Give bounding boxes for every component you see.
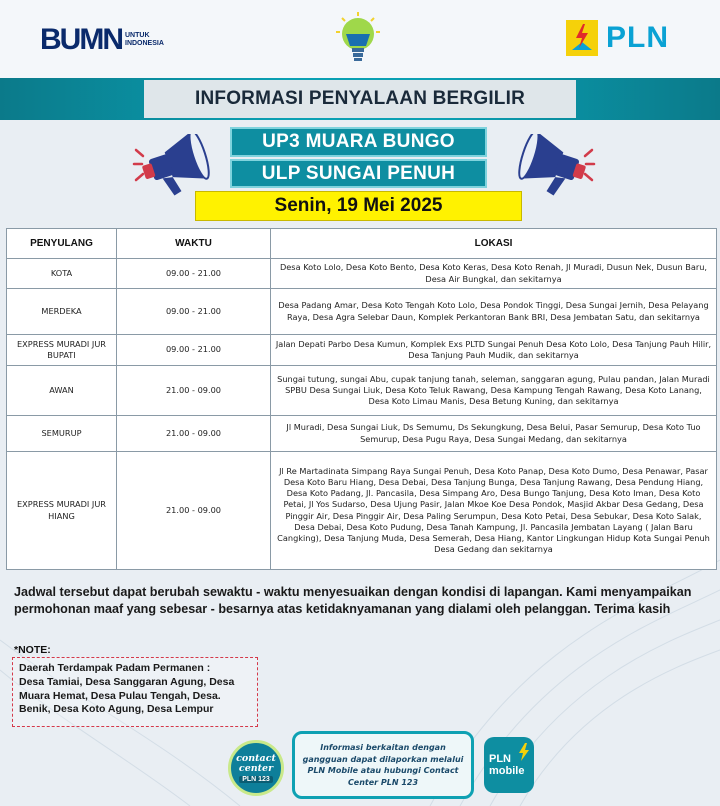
contact-center-line2: center	[238, 762, 274, 774]
location-cell: Sungai tutung, sungai Abu, cupak tanjung tanah, seleman, sanggaran agung, Pulau pandan, Jalan Muradi SPBU Desa Sungai Liuk, Desa Koto Teluk Rawang, Desa Kampung Tengah Rawang, Desa Koto Lanang, Desa Koto Limau Manis, Desa Betung Kuning, dan sekitarnya	[271, 366, 717, 416]
up3-text: UP3 MUARA BUNGO	[262, 131, 455, 152]
schedule-table	[6, 228, 717, 570]
contact-center-line1: contact	[236, 752, 276, 764]
title-panel	[144, 80, 576, 118]
ulp-label	[230, 159, 487, 188]
table-header-row	[7, 229, 717, 259]
time-cell: 21.00 - 09.00	[117, 366, 271, 416]
note-box	[12, 657, 258, 727]
lightbulb-icon	[336, 12, 380, 72]
pln-logo-word: PLN	[606, 21, 669, 54]
header-time: WAKTU	[117, 229, 271, 259]
feeder-cell: AWAN	[7, 366, 117, 416]
info-box	[292, 731, 474, 799]
up3-label	[230, 127, 487, 157]
date-text: Senin, 19 Mei 2025	[274, 195, 443, 216]
header-feeder: PENYULANG	[7, 229, 117, 259]
feeder-cell: SEMURUP	[7, 416, 117, 452]
pln-logo-mark	[566, 20, 598, 56]
location-cell: Desa Koto Lolo, Desa Koto Bento, Desa Koto Keras, Desa Koto Renah, Jl Muradi, Dusun Nek, Dusun Baru, Desa Air Bungkal, dan sekitarnya	[271, 259, 717, 289]
pln-logo	[566, 20, 669, 56]
time-cell: 09.00 - 21.00	[117, 289, 271, 335]
table-row	[7, 259, 717, 289]
contact-center-badge	[228, 740, 284, 796]
header	[0, 0, 720, 78]
disclaimer-text: Jadwal tersebut dapat berubah sewaktu - waktu menyesuaikan dengan kondisi di lapangan. Kami menyampaikan permohonan maaf yang sebesar - besarnya atas ketidaknyamanan yang dialami oleh pelanggan. Terima kasih	[14, 585, 692, 616]
note-body: Desa Tamiai, Desa Sanggaran Agung, Desa Muara Hemat, Desa Pulau Tengah, Desa. Benik, Desa Koto Agung, Desa Lempur	[19, 676, 235, 715]
date-label	[195, 191, 522, 221]
time-cell: 09.00 - 21.00	[117, 335, 271, 366]
location-cell: Jl Muradi, Desa Sungai Liuk, Ds Semumu, Ds Sekungkung, Desa Belui, Pasar Semurup, Desa Koto Tuo Semurup, Desa Pugu Raya, Desa Sungai Medang, dan sekitarnya	[271, 416, 717, 452]
pln-mobile-badge	[484, 737, 534, 793]
bumn-logo	[40, 22, 183, 58]
time-cell: 21.00 - 09.00	[117, 452, 271, 570]
location-cell: Jl Re Martadinata Simpang Raya Sungai Penuh, Desa Koto Panap, Desa Koto Dumo, Desa Penawar, Pasar Desa Koto Baru Hiang, Desa Debai, Desa Tanjung Bunga, Desa Tanjung Rawang, Desa Pendung Hiang, Desa Koto Padang, Jl. Pancasila, Desa Simpang Aro, Desa Bungo Tanjung, Desa Koto Iman, Desa Koto Petai, Jl Yos Sudarso, Desa Ujung Pasir, Jalan Mkoe Koe Desa Pondok, Masjid Akbar Desa Gedang, Desa Pinggir Air, Desa Pinggir Air, Desa Paling Serumpun, Desa Koto Petai, Desa Sebukar, Desa Koto Salak, Desa Debai, Desa Koto Pudung, Desa Tanah Kampung, Jl. Pancasila Jembatan Layang ( Jalan Baru Cangking), Desa Tanjung Muda, Desa Semerah, Desa Hiang, Kantor Lingkungan Hidup Kota Sungai Penuh Desa Gedang dan sekitarnya	[271, 452, 717, 570]
page-title: INFORMASI PENYALAAN BERGILIR	[194, 88, 526, 109]
info-text: Informasi berkaitan dengan gangguan dapat dilaporkan melalui PLN Mobile atau hubungi Contact Center PLN 123	[302, 743, 464, 787]
lightning-icon	[518, 743, 530, 761]
feeder-cell: KOTA	[7, 259, 117, 289]
location-cell: Jalan Depati Parbo Desa Kumun, Komplek Exs PLTD Sungai Penuh Desa Koto Lolo, Desa Tanjung Pauh Hilir, Desa Tanjung Pauh Mudik, dan sekitarnya	[271, 335, 717, 366]
feeder-cell: MERDEKA	[7, 289, 117, 335]
table-row	[7, 335, 717, 366]
contact-center-number: PLN 123	[239, 776, 273, 783]
time-cell: 21.00 - 09.00	[117, 416, 271, 452]
bumn-logo-subtitle: UNTUK INDONESIA	[125, 32, 164, 47]
feeder-cell: EXPRESS MURADI JUR BUPATI	[7, 335, 117, 366]
pln-mobile-line1: PLN	[489, 753, 511, 765]
table-row	[7, 366, 717, 416]
bumn-logo-word: BUMN	[40, 23, 122, 56]
table-row	[7, 452, 717, 570]
note-label: *NOTE:	[14, 644, 51, 656]
note-title: Daerah Terdampak Padam Permanen :	[19, 662, 211, 674]
header-location: LOKASI	[271, 229, 717, 259]
pln-mobile-line2: mobile	[489, 765, 525, 777]
table-row	[7, 289, 717, 335]
location-cell: Desa Padang Amar, Desa Koto Tengah Koto Lolo, Desa Pondok Tinggi, Desa Sungai Jernih, Desa Pelayang Raya, Desa Agra Selebar Daun, Komplek Perkantoran Bank BRI, Desa Jembatan Satu, dan sekitarnya	[271, 289, 717, 335]
ulp-text: ULP SUNGAI PENUH	[261, 162, 456, 184]
table-row	[7, 416, 717, 452]
feeder-cell: EXPRESS MURADI JUR HIANG	[7, 452, 117, 570]
time-cell: 09.00 - 21.00	[117, 259, 271, 289]
